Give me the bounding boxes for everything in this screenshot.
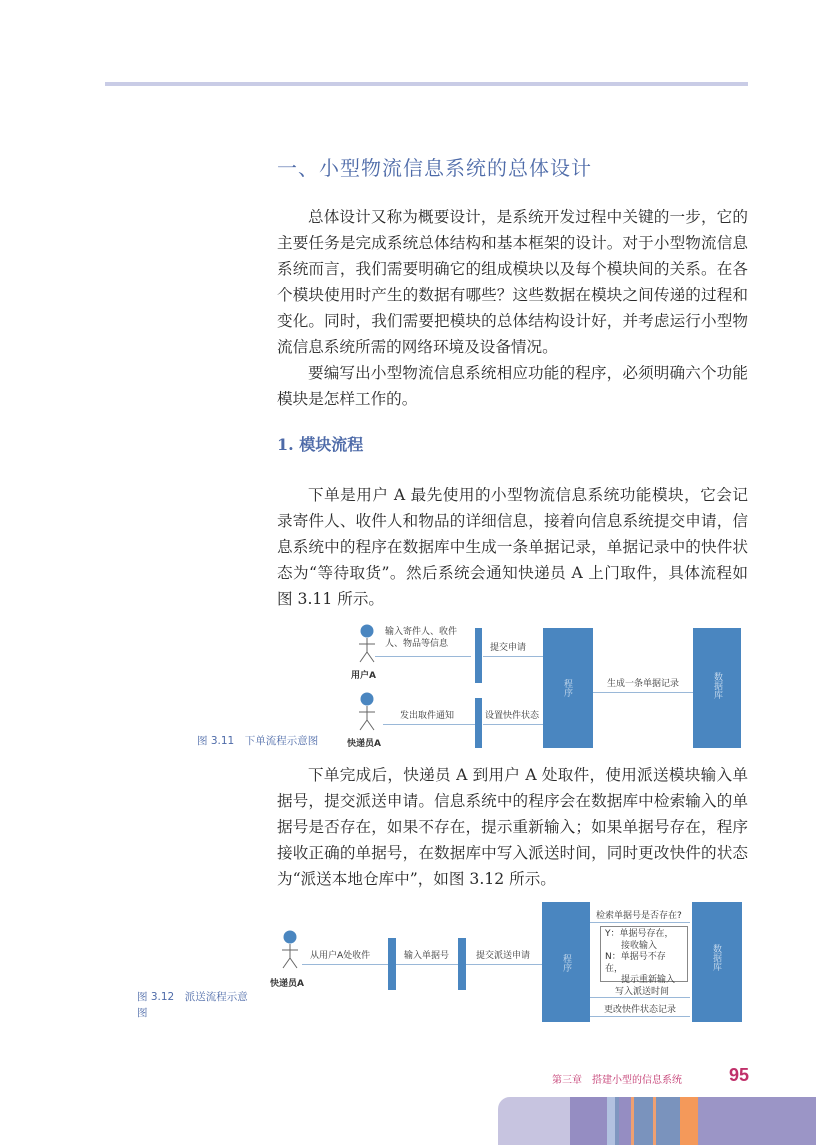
arrow (590, 922, 690, 923)
header-rule (105, 82, 748, 86)
message-label: 生成一条单据记录 (607, 679, 680, 689)
message-label: 从用户A处收件 (310, 951, 371, 961)
arrow (375, 656, 471, 657)
arrow (483, 656, 543, 657)
program-label: 程序 (562, 679, 572, 697)
intro-text (277, 204, 748, 412)
arrow (383, 724, 475, 725)
condition-yes: Y：单据号存在， (605, 929, 674, 939)
lifeline-bar (475, 628, 482, 683)
lifeline-bar (458, 938, 466, 990)
paragraph: 总体设计又称为概要设计，是系统开发过程中关键的一步，它的主要任务是完成系统总体结构和基本框架的设计。对于小型物流信息系统而言，我们需要明确它的组成模块以及每个模块间的关系。在各个模块使用时产生的数据有哪些？这些数据在模块之间传递的过程和变化。同时，我们需要把模块的总体结构设计好，并考虑运行小型物流信息系统所需的网络环境及设备情况。 (277, 208, 748, 356)
actor-label: 快递员A (270, 979, 304, 989)
condition-yes-detail: 接收输入 (621, 940, 658, 951)
page-number: 95 (729, 1065, 750, 1085)
arrow (466, 964, 542, 965)
actor-label: 用户A (351, 671, 376, 681)
paragraph: 下单完成后，快递员 A 到用户 A 处取件，使用派送模块输入单据号，提交派送申请。信息系统中的程序会在数据库中检索输入的单据号是否存在，如果不存在，提示重新输入；如果单据号存在，程序接收正确的单据号，在数据库中写入派送时间，同时更改快件的状态为“派送本地仓库中”，如图 3.12 所示。 (277, 766, 748, 888)
message-label: 提交申请 (490, 643, 527, 653)
figure-caption: 图 3.11 下单流程示意图 (197, 735, 319, 747)
condition-no-detail: 提示重新输入 (621, 975, 676, 985)
condition-box (600, 926, 688, 985)
figure-caption: 图 3.12 派送流程示意图 (137, 991, 248, 1019)
person-icon (280, 930, 300, 972)
message-label: 输入寄件人、收件人、物品等信息 (385, 627, 458, 649)
message-label: 写入派送时间 (615, 987, 670, 997)
database-label: 数据库 (711, 944, 721, 971)
order-text (277, 482, 748, 612)
database-label: 数据库 (712, 672, 722, 699)
person-icon (357, 692, 377, 734)
section-title: 一、小型物流信息系统的总体设计 (277, 156, 592, 180)
arrow (396, 964, 458, 965)
lifeline-bar (388, 938, 396, 990)
message-label: 设置快件状态 (485, 711, 540, 721)
arrow (593, 692, 693, 693)
message-label: 输入单据号 (404, 951, 450, 961)
paragraph: 下单是用户 A 最先使用的小型物流信息系统功能模块，它会记录寄件人、收件人和物品的详细信息，接着向信息系统提交申请，信息系统中的程序在数据库中生成一条单据记录，单据记录中的快件状态为“等待取货”。然后系统会通知快递员 A 上门取件，具体流程如图 3.11 所示。 (277, 486, 748, 608)
arrow (483, 724, 543, 725)
subsection-title: 1. 模块流程 (277, 435, 364, 454)
order-flow-diagram (345, 624, 745, 748)
message-label: 提交派送申请 (476, 951, 531, 961)
arrow (302, 964, 388, 965)
arrow (590, 1016, 690, 1017)
paragraph: 要编写出小型物流信息系统相应功能的程序，必须明确六个功能模块是怎样工作的。 (277, 364, 748, 408)
chapter-footer: 第三章 搭建小型的信息系统 (552, 1075, 682, 1086)
message-label: 检索单据号是否存在? (596, 911, 682, 921)
message-label: 发出取件通知 (400, 711, 455, 721)
dispatch-flow-diagram (270, 902, 745, 1022)
person-icon (357, 624, 377, 666)
condition-no: N：单据号不存在， (605, 952, 666, 974)
message-label: 更改快件状态记录 (604, 1005, 677, 1015)
lifeline-bar (475, 698, 482, 748)
dispatch-text (277, 762, 748, 892)
program-label: 程序 (561, 954, 571, 972)
actor-label: 快递员A (347, 739, 381, 749)
arrow (590, 997, 690, 998)
